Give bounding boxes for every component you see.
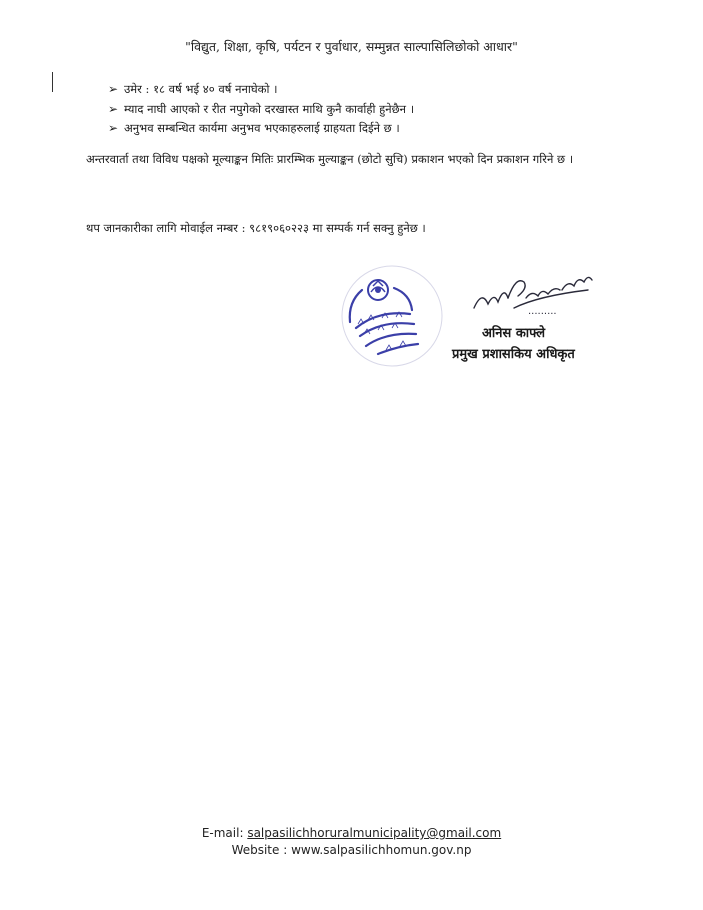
signatory-title: प्रमुख प्रशासकिय अधिकृत: [452, 347, 575, 362]
signature-dots: .........: [528, 306, 557, 316]
footer: [0, 825, 703, 859]
handwritten-signature: [468, 268, 598, 316]
emblem-icon: [368, 280, 388, 300]
list-item: [108, 80, 414, 100]
email-line: [0, 825, 703, 842]
interview-paragraph: अन्तरवार्ता तथा विविध पक्षको मूल्याङ्कन मितिः प्रारम्भिक मुल्याङ्कन (छोटो सुचि) प्रकाशन भएको दिन प्रकाशन गरिने छ ।: [86, 152, 574, 166]
contact-paragraph: थप जानकारीका लागि मोवाईल नम्बर : ९८१९०६०२२३ मा सम्पर्क गर्न सक्नु हुनेछ ।: [86, 221, 426, 235]
list-item: [108, 119, 414, 139]
email-label: E-mail:: [201, 826, 248, 840]
website-label: Website :: [231, 843, 292, 857]
arrow-bullet-icon: ➢: [108, 121, 119, 135]
website-link[interactable]: www.salpasilichhomun.gov.np: [291, 843, 472, 857]
motto-line: "विद्युत, शिक्षा, कृषि, पर्यटन र पुर्वाधार, सम्मुन्नत साल्पासिलिछोको आधार": [185, 39, 518, 54]
list-item-text: अनुभव सम्बन्धित कार्यमा अनुभव भएकाहरुलाई ग्राहयता दिईने छ ।: [124, 121, 400, 135]
website-line: [0, 842, 703, 859]
official-seal: [338, 262, 446, 370]
requirements-list: [108, 80, 414, 139]
arrow-bullet-icon: ➢: [108, 82, 119, 96]
signatory-name: अनिस काफ्ले: [482, 326, 546, 341]
email-link[interactable]: salpasilichhoruralmunicipality@gmail.com: [247, 826, 502, 840]
list-item: [108, 100, 414, 120]
arrow-bullet-icon: ➢: [108, 101, 119, 116]
list-item-text: म्याद नाघी आएको र रीत नपुगेको दरखास्त माथि कुनै कार्वाही हुनेछैन ।: [124, 101, 415, 116]
list-item-text: उमेर : १८ वर्ष भई ४० वर्ष ननाघेको ।: [124, 82, 278, 96]
margin-mark: [52, 72, 53, 92]
